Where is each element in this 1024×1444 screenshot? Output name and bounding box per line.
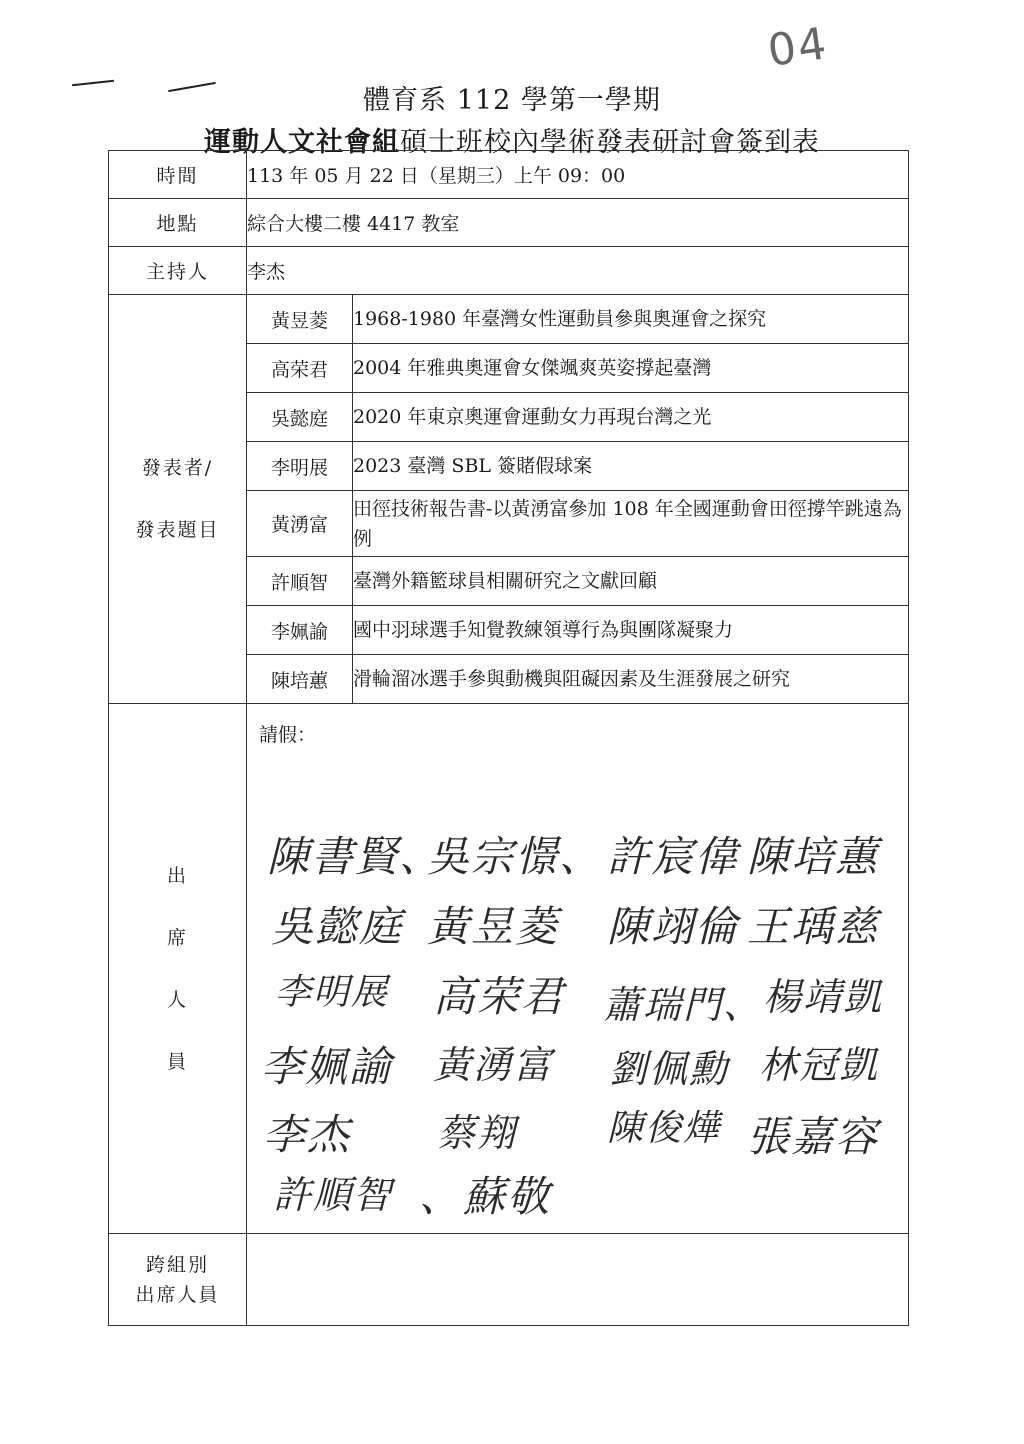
signature: 黃湧富 [433,1043,554,1087]
signature: 林冠凱 [759,1043,880,1087]
attendance-label-char: 出 [166,864,188,887]
signature: 張嘉容 [747,1112,880,1161]
signature: 陳培蕙 [747,832,880,881]
presenter-topic: 2004 年雅典奧運會女傑颯爽英姿撐起臺灣 [353,344,909,393]
signature: 王瑀慈 [747,902,880,951]
time-value: 113 年 05 月 22 日（星期三）上午 09：00 [247,151,909,199]
sign-in-table [108,150,909,1326]
presenter-label-line1: 發表者/ [141,457,214,479]
place-value: 綜合大樓二樓 4417 教室 [247,199,909,247]
presenter-name: 高荣君 [247,344,353,393]
signature: 蔡翔 [437,1111,518,1155]
presenter-topic: 臺灣外籍籃球員相關研究之文獻回顧 [353,557,909,606]
cross-group-label [109,1234,247,1326]
presenter-topic: 國中羽球選手知覺教練領導行為與團隊凝聚力 [353,606,909,655]
time-label: 時間 [109,151,247,199]
signature: 李姵諭 [261,1042,394,1091]
presenter-topic: 滑輪溜冰選手參與動機與阻礙因素及生涯發展之研究 [353,655,909,704]
signature: 李杰 [263,1110,352,1159]
signature: 高荣君 [433,972,566,1021]
attendance-label-char: 員 [166,1050,188,1073]
presenter-name: 黃湧富 [247,491,353,557]
handwritten-page-number: 04 [764,18,832,77]
presenter-name: 陳培蕙 [247,655,353,704]
signature: 李明展 [275,972,390,1013]
cross-group-value [247,1234,909,1326]
place-label: 地點 [109,199,247,247]
signature: 蕭瑞門、 [603,983,764,1027]
subtitle-group: 運動人文社會組 [204,127,400,158]
presenter-name: 李姵諭 [247,606,353,655]
attendance-cell [247,704,909,1234]
leave-label: 請假： [259,724,317,746]
row-place [109,199,909,247]
presenter-name: 吳懿庭 [247,393,353,442]
signature: 陳書賢、 [267,832,444,881]
signature: 黃昱菱 [427,902,560,951]
presenter-name: 李明展 [247,442,353,491]
presenter-topic: 田徑技術報告書-以黃湧富參加 108 年全國運動會田徑撐竿跳遠為例 [353,491,909,557]
cross-group-label-line1: 跨組別 [145,1253,209,1276]
presenter-topic: 1968-1980 年臺灣女性運動員參與奧運會之探究 [353,295,909,344]
presenter-row [109,295,909,344]
attendance-label-char: 席 [166,926,188,949]
presenter-topic: 2020 年東京奧運會運動女力再現台灣之光 [353,393,909,442]
signature: 吳懿庭 [271,902,404,951]
signature: 陳俊燁 [607,1108,722,1149]
row-time [109,151,909,199]
signature: 吳宗憬、 [427,832,604,881]
attendance-label-char: 人 [166,988,188,1011]
signature: 許宸偉 [607,832,740,881]
signature: 楊靖凱 [763,975,884,1019]
page-title: 體育系 112 學第一學期 [363,85,661,116]
presenter-topic: 2023 臺灣 SBL 簽賭假球案 [353,442,909,491]
signature: 劉佩勳 [609,1047,730,1091]
cross-group-row [109,1234,909,1326]
row-host [109,247,909,295]
host-label: 主持人 [109,247,247,295]
subtitle-event: 碩士班校內學術發表研討會簽到表 [400,127,820,158]
signature: 陳翊倫 [607,902,740,951]
signature: 許順智 [273,1173,394,1217]
attendance-row [109,704,909,1234]
presenter-label-line2: 發表題目 [135,519,220,541]
host-value: 李杰 [247,247,909,295]
attendance-label [109,704,247,1234]
presenter-name: 許順智 [247,557,353,606]
presenter-label [109,295,247,704]
cross-group-label-line2: 出席人員 [135,1283,220,1306]
signature: 、蘇敬 [419,1172,552,1221]
presenter-name: 黃昱菱 [247,295,353,344]
